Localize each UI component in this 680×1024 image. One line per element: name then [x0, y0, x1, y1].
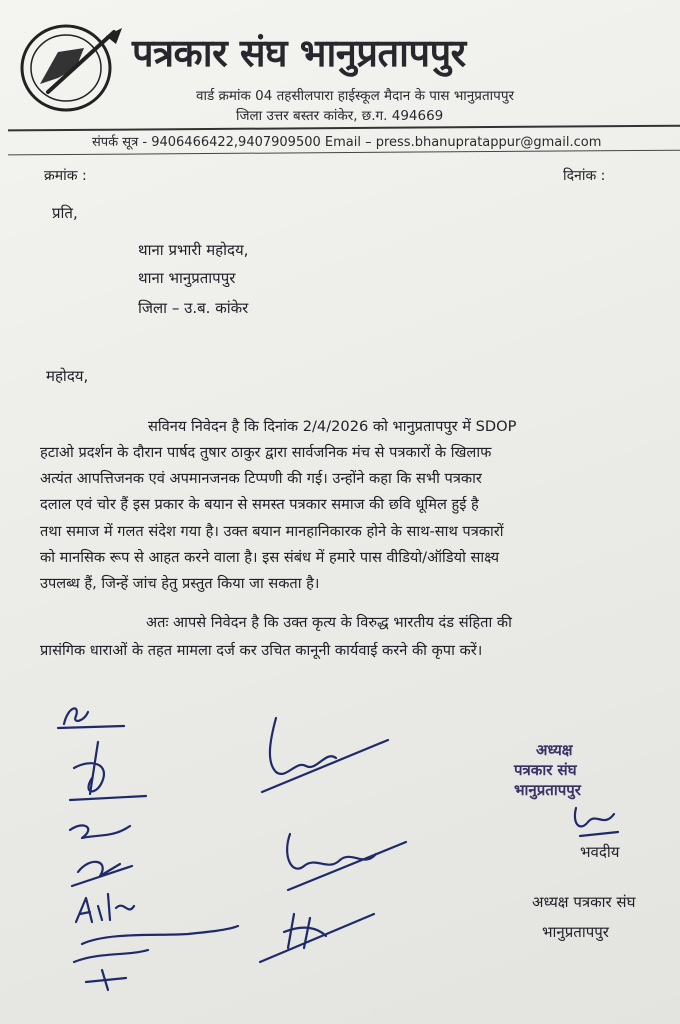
salutation: महोदय,: [46, 367, 89, 385]
signature-4: [68, 886, 248, 996]
closing-place: भानुप्रतापपुर: [542, 923, 609, 941]
body-line: दलाल एवं चोर हैं इस प्रकार के बयान से समस्त पत्रकार समाज की छवि धूमिल हुई है: [40, 496, 479, 513]
reference-number-label: क्रमांक :: [44, 168, 87, 184]
signature-7: [254, 904, 384, 968]
body-line: अतः आपसे निवेदन है कि उक्त कृत्य के विरुद्ध भारतीय दंड संहिता की: [146, 614, 512, 631]
header-divider-lower: [8, 150, 680, 156]
to-label: प्रति,: [52, 204, 78, 222]
recipient-line-3: जिला – उ.ब. कांकेर: [138, 299, 249, 317]
stamp-line-1: अध्यक्ष: [536, 741, 573, 759]
signature-1: [54, 700, 128, 732]
press-logo-icon: [18, 22, 126, 114]
signature-3: [60, 816, 150, 896]
body-line: को मानसिक रूप से आहत करने वाला है। इस संबंध में हमारे पास वीडियो/ऑडियो साक्ष्य: [40, 549, 500, 566]
recipient-line-1: थाना प्रभारी महोदय,: [138, 241, 249, 259]
date-label: दिनांक :: [563, 168, 606, 184]
body-line: तथा समाज में गलत संदेश गया है। उक्त बयान मानहानिकारक होने के साथ-साथ पत्रकारों: [40, 523, 504, 540]
body-line: सविनय निवेदन है कि दिनांक 2/4/2026 को भानुप्रतापपुर में SDOP: [148, 418, 517, 435]
closing-bhavdiya: भवदीय: [580, 843, 620, 861]
closing-designation: अध्यक्ष पत्रकार संघ: [532, 893, 636, 911]
body-line: हटाओ प्रदर्शन के दौरान पार्षद तुषार ठाकुर द्वारा सार्वजनिक मंच से पत्रकारों के खिलाफ: [40, 444, 492, 461]
address-line-2: जिला उत्तर बस्तर कांकेर, छ.ग. 494669: [236, 108, 444, 124]
signature-2: [62, 738, 152, 808]
stamp-line-3: भानुप्रतापपुर: [514, 781, 581, 799]
body-line: प्रासंगिक धाराओं के तहत मामला दर्ज कर उचित कानूनी कार्यवाई करने की कृपा करें।: [40, 642, 483, 659]
signature-5: [256, 710, 396, 800]
organization-title: पत्रकार संघ भानुप्रतापपुर: [132, 31, 466, 75]
contact-line: संपर्क सूत्र - 9406466422,9407909500 Email – press.bhanupratappur@gmail.com: [92, 135, 602, 150]
body-line: उपलब्ध हैं, जिन्हें जांच हेतु प्रस्तुत किया जा सकता है।: [40, 575, 320, 592]
signature-6: [278, 820, 418, 900]
stamp-line-2: पत्रकार संघ: [514, 761, 577, 779]
recipient-line-2: थाना भानुप्रतापपुर: [138, 269, 236, 287]
address-line-1: वार्ड क्रमांक 04 तहसीलपारा हाईस्कूल मैदान के पास भानुप्रतापपुर: [196, 88, 515, 104]
body-line: अत्यंत आपत्तिजनक एवं अपमानजनक टिप्पणी की गई। उन्होंने कहा कि सभी पत्रकार: [40, 470, 482, 487]
signature-8: [566, 798, 626, 842]
header-divider: [8, 125, 680, 132]
